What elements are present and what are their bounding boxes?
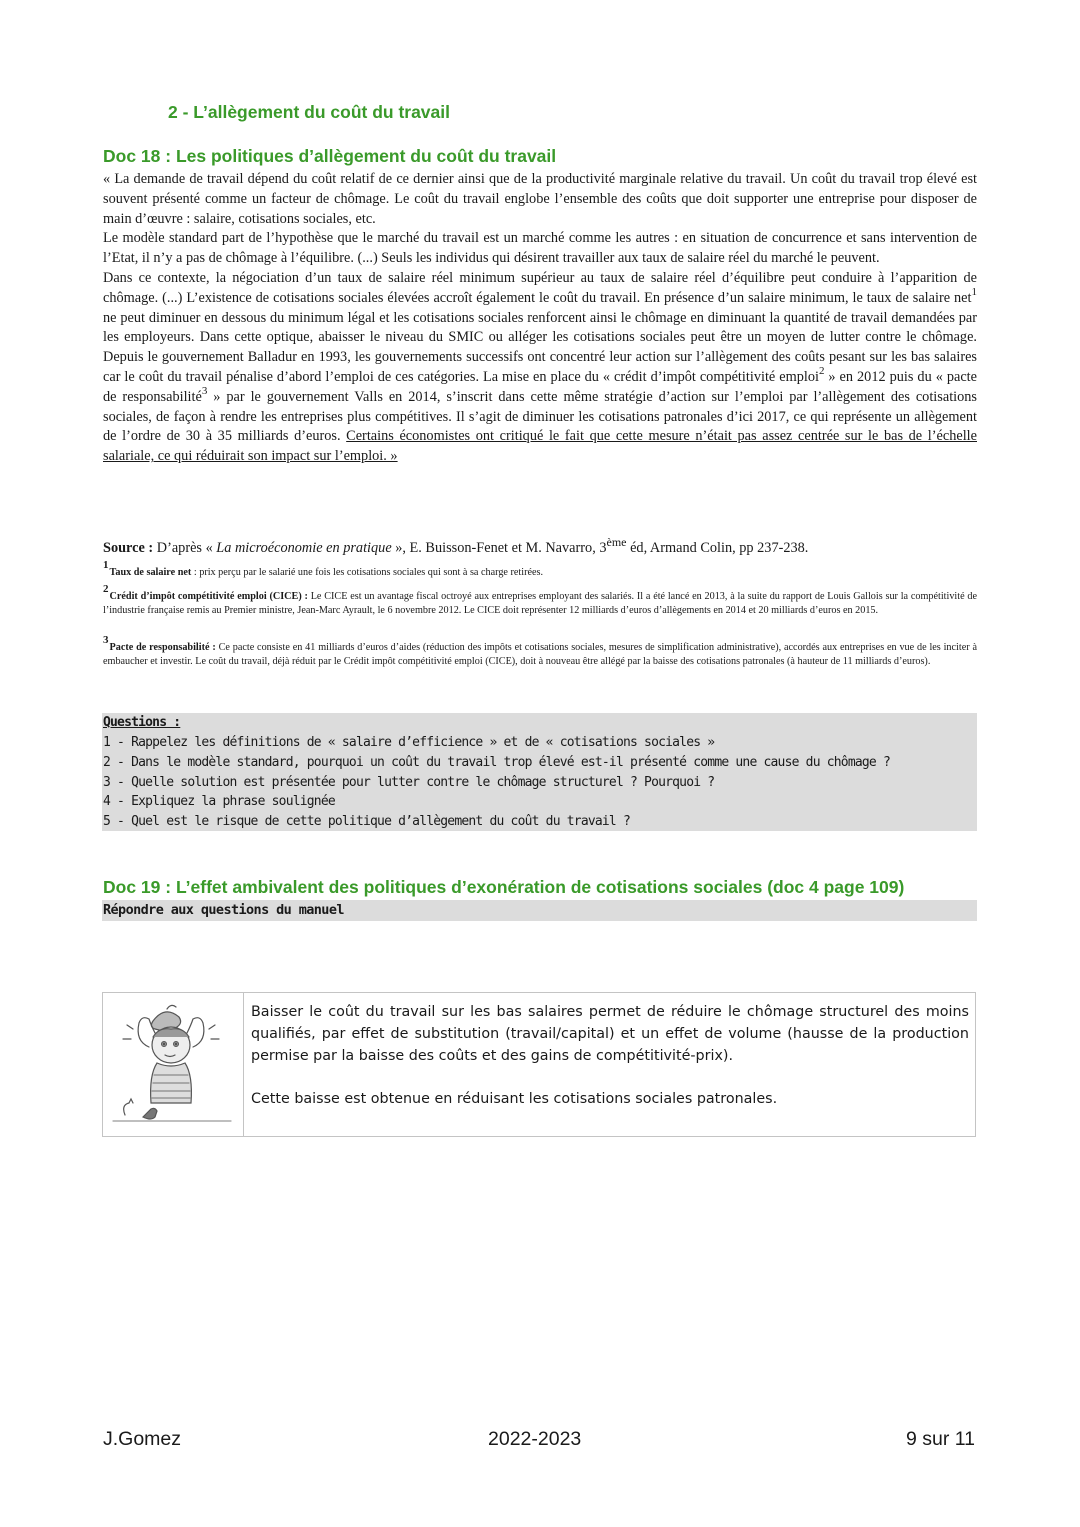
summary-paragraph-1: Baisser le coût du travail sur les bas salaires permet de réduire le chômage structurel des moins qualifiés, par effet de substitution (travail/capital) et un effet de volume (hausse de la production permise par la baisse des coûts et des gains de compétitivité-prix).	[251, 1004, 969, 1064]
footnote-term: Pacte de responsabilité :	[109, 642, 216, 653]
footer-school-year: 2022-2023	[488, 1428, 582, 1450]
footnote-text: Ce pacte consiste en 41 milliards d’euros d’aides (réduction des impôts et cotisations sociales, mesures de simplification administrative), accordés aux entreprises en vue de les inciter à embaucher et investir. Le coût du travail, déjà réduit par le Crédit impôt compétitivité emploi (CICE), doit à nouveau être allégé par la baisse des cotisations patronales (à hauteur de 11 milliards d’euros).	[103, 642, 977, 667]
question-item: 4 - Expliquez la phrase soulignée	[103, 794, 335, 809]
summary-box	[102, 992, 976, 1137]
source-end: éd, Armand Colin, pp 237-238.	[626, 540, 809, 556]
doc18-p3-part-a: Dans ce contexte, la négociation d’un taux de salaire réel minimum supérieur au taux de salaire réel d’équilibre peut conduire à l’apparition de chômage. (...) L’existence de cotisations sociales élevées accroît également le coût du travail. En présence d’un salaire minimum, le taux de salaire net	[103, 269, 977, 306]
footnote-text: : prix perçu par le salarié une fois les cotisations sociales qui sont à sa charge retirées.	[191, 567, 544, 578]
footnote-term: Taux de salaire net	[109, 567, 192, 578]
footnote-2	[103, 583, 977, 617]
footnote-term: Crédit d’impôt compétitivité emploi (CICE) :	[109, 591, 308, 602]
footnote-text: Le CICE est un avantage fiscal octroyé aux entreprises employant des salariés. Il a été lancé en 2013, à la suite du rapport de Louis Gallois sur la compétitivité de l’industrie française remis au Premier ministre, Jean-Marc Ayrault, le 6 novembre 2012. Le CICE doit représenter 12 milliards d’euros d’allègements en 2014 et 20 milliards d’euros en 2015.	[103, 591, 977, 616]
question-item: 3 - Quelle solution est présentée pour lutter contre le chômage structurel ? Pourquoi ?	[103, 775, 715, 790]
doc18-paragraph-3	[103, 269, 977, 467]
doc19-instruction: Répondre aux questions du manuel	[103, 902, 344, 918]
doc18-p3-part-c: » en 2012 puis du « pacte de responsabilité	[103, 368, 977, 405]
footnote-number: 1	[103, 559, 109, 571]
thinking-character-illustration	[109, 999, 237, 1129]
doc18-title: Doc 18 : Les politiques d’allègement du coût du travail	[103, 146, 557, 166]
underlined-sentence: Certains économistes ont critiqué le fait que cette mesure n’était pas assez centrée sur le bas de l’échelle salariale, ce qui réduirait son impact sur l’emploi. »	[103, 428, 977, 465]
questions-block	[102, 713, 977, 831]
source-after: », E. Buisson-Fenet et M. Navarro, 3	[391, 540, 607, 556]
footnote-number: 2	[103, 583, 109, 595]
doc18-p3-part-b: ne peut diminuer en dessous du minimum légal et les cotisations sociales renforcent ainsi le chômage en diminuant la quantité de travail demandées par les employeurs. Dans cette optique, abaisser le niveau du SMIC ou alléger les cotisations sociales peut être un moyen de lutter contre le chômage. Depuis le gouvernement Balladur en 1993, les gouvernements successifs ont concentré leur action sur l’allègement des coûts pesant sur les bas salaires car le coût du travail pénalise d’abord l’emploi de ces catégories. La mise en place du « crédit d’impôt compétitivité emploi	[103, 309, 977, 385]
doc18-paragraph-2: Le modèle standard part de l’hypothèse que le marché du travail est un marché comme les autres : en situation de concurrence et sans intervention de l’Etat, il n’y a pas de chômage à l’équilibre. (...) Seuls les individus qui désirent travailler aux taux de salaire réel du marché le peuvent.	[103, 230, 977, 267]
question-item: 1 - Rappelez les définitions de « salaire d’efficience » et de « cotisations sociales »	[103, 735, 715, 750]
source-before: D’après «	[153, 540, 217, 556]
doc18-text	[103, 170, 977, 467]
footer-page-number: 9 sur 11	[905, 1428, 975, 1450]
section-title: 2 - L’allègement du coût du travail	[168, 102, 450, 122]
footnote-ref-3: 3	[201, 384, 208, 397]
source-edition-sup: ème	[606, 535, 627, 549]
footnote-3	[103, 634, 977, 668]
source-label: Source :	[103, 540, 154, 556]
question-item: 2 - Dans le modèle standard, pourquoi un coût du travail trop élevé est-il présenté comme une cause du chômage ?	[103, 755, 890, 770]
footnote-ref-1: 1	[971, 285, 977, 298]
doc18-paragraph-1: « La demande de travail dépend du coût relatif de ce dernier ainsi que de la productivité marginale relative du travail. Un coût du travail trop élevé est souvent présenté comme un facteur de chômage. Le coût du travail englobe l’ensemble des coûts que doit supporter une entreprise pour disposer de main d’œuvre : salaire, cotisations sociales, etc.	[103, 171, 977, 227]
footnote-number: 3	[103, 634, 109, 646]
footer-author: J.Gomez	[103, 1428, 182, 1450]
summary-text	[251, 1001, 969, 1110]
question-item: 5 - Quel est le risque de cette politique d’allègement du coût du travail ?	[103, 814, 631, 829]
footnote-ref-2: 2	[818, 364, 825, 377]
summary-paragraph-2: Cette baisse est obtenue en réduisant les cotisations sociales patronales.	[251, 1091, 778, 1107]
doc19-title: Doc 19 : L’effet ambivalent des politiques d’exonération de cotisations sociales (doc 4 page 109)	[103, 877, 905, 897]
summary-divider	[243, 993, 244, 1136]
source-line	[103, 535, 977, 557]
footnote-1	[103, 559, 977, 580]
doc19-instruction-bar	[102, 900, 977, 921]
source-book-title: La microéconomie en pratique	[216, 540, 392, 556]
questions-title: Questions :	[103, 715, 181, 730]
doc18-p3-part-d: » par le gouvernement Valls en 2014, s’inscrit dans cette même stratégie d’action sur l’emploi par l’allègement des cotisations sociales, de façon à rendre les entreprises plus compétitives. Il s’agit de diminuer les cotisations patronales d’ici 2017, ce qui représente un allègement de l’ordre de 30 à 35 milliards d’euros.	[103, 388, 977, 445]
